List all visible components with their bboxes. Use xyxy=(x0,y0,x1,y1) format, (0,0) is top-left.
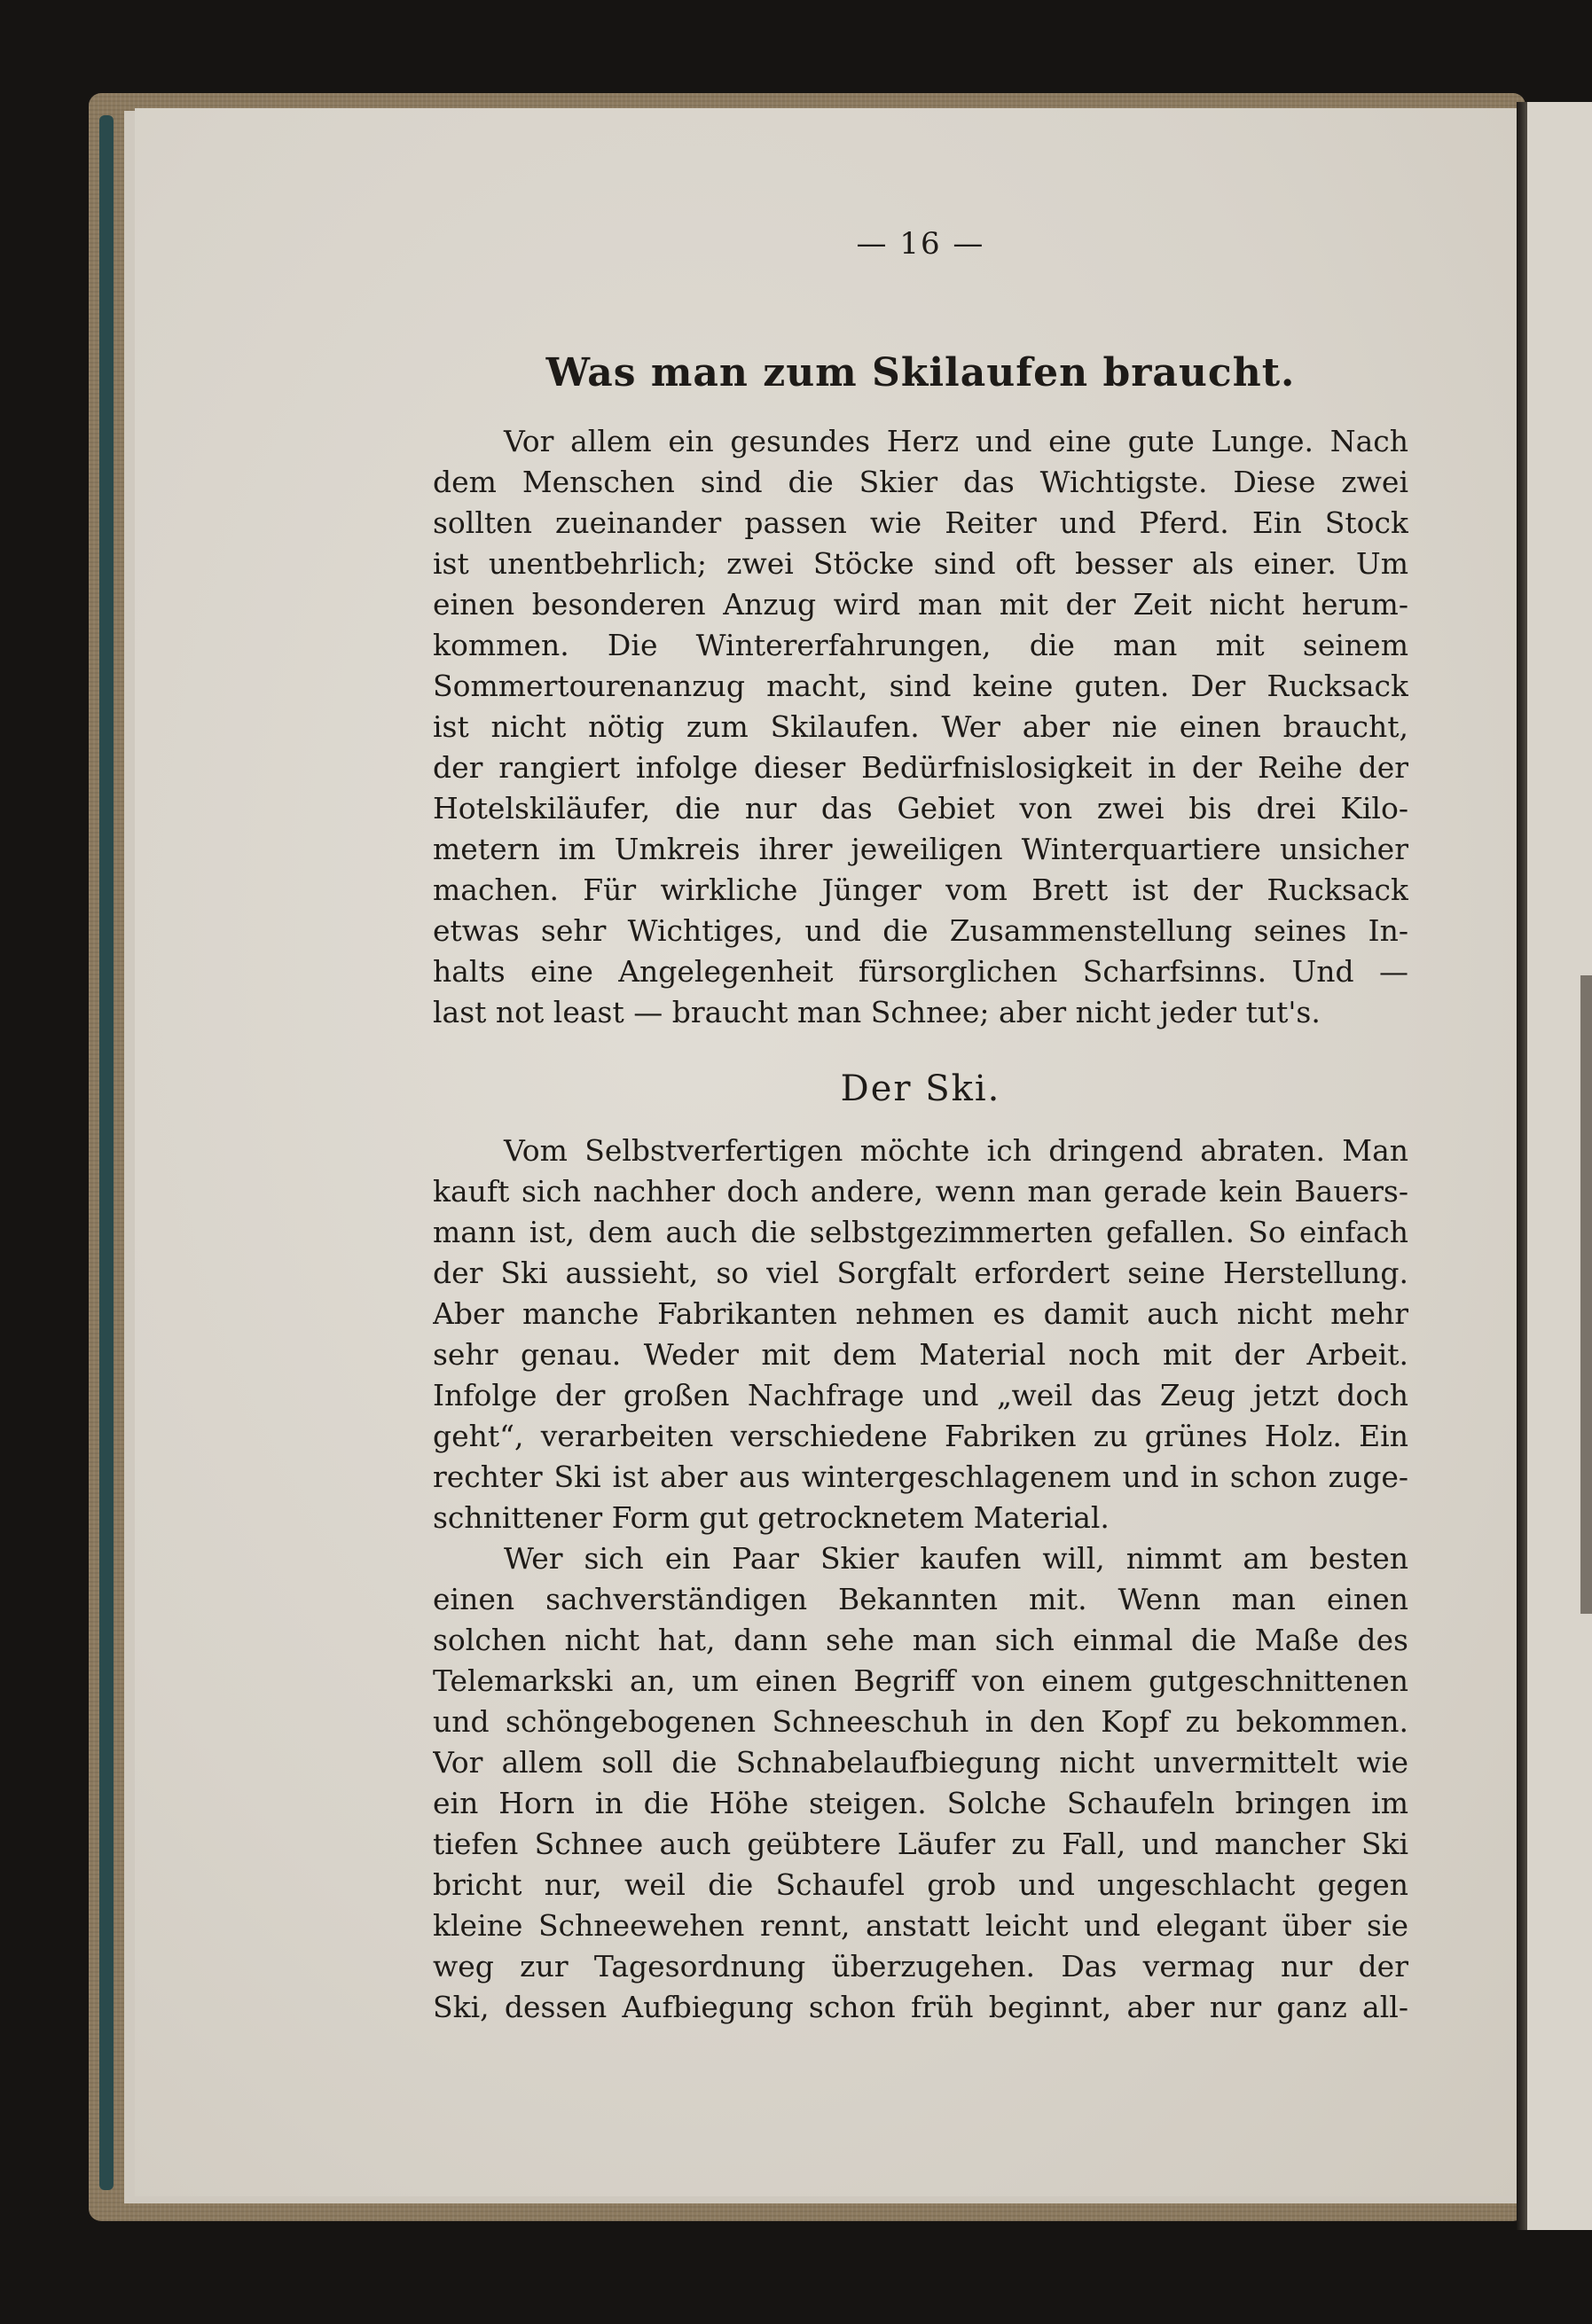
text-line: kommen. Die Wintererfahrungen, die man mit seinem xyxy=(433,628,1408,662)
page-number: — 16 — xyxy=(856,226,985,262)
text-line: Telemarkski an, um einen Begriff von einem gutgeschnittenen xyxy=(433,1663,1408,1698)
text-line: machen. Für wirkliche Jünger vom Brett ist der Rucksack xyxy=(433,872,1408,907)
text-line: Ski, dessen Aufbiegung schon früh beginnt, aber nur ganz all- xyxy=(433,1990,1408,2024)
text-line: last not least — braucht man Schnee; aber nicht jeder tut's. xyxy=(433,995,1321,1029)
section-title-1: Was man zum Skilaufen braucht. xyxy=(545,350,1296,395)
text-line: einen sachverständigen Bekannten mit. Wenn man einen xyxy=(433,1582,1408,1616)
text-line: solchen nicht hat, dann sehe man sich einmal die Maße des xyxy=(433,1623,1408,1657)
text-line: halts eine Angelegenheit fürsorglichen Scharfsinns. Und — xyxy=(433,954,1408,989)
text-line: kleine Schneewehen rennt, anstatt leicht und elegant über sie xyxy=(433,1908,1408,1943)
book-spine-edge xyxy=(99,115,114,2190)
text-line: ein Horn in die Höhe steigen. Solche Schaufeln bringen im xyxy=(433,1786,1408,1820)
text-line: mann ist, dem auch die selbstgezimmerten gefallen. So einfach xyxy=(433,1215,1408,1249)
text-line: Wer sich ein Paar Skier kaufen will, nimmt am besten xyxy=(504,1541,1408,1576)
text-line: kauft sich nachher doch andere, wenn man gerade kein Bauers- xyxy=(433,1174,1408,1209)
section-title-2: Der Ski. xyxy=(840,1068,1001,1109)
text-line: Aber manche Fabrikanten nehmen es damit auch nicht mehr xyxy=(433,1296,1408,1331)
text-line: geht“, verarbeiten verschiedene Fabriken zu grünes Holz. Ein xyxy=(433,1419,1408,1453)
text-line: Vom Selbstverfertigen möchte ich dringend abraten. Man xyxy=(504,1133,1408,1168)
text-line: einen besonderen Anzug wird man mit der Zeit nicht herum- xyxy=(433,587,1408,622)
text-line: Hotelskiläufer, die nur das Gebiet von zwei bis drei Kilo- xyxy=(433,791,1408,826)
text-line: dem Menschen sind die Skier das Wichtigste. Diese zwei xyxy=(433,465,1408,499)
text-line: ist nicht nötig zum Skilaufen. Wer aber nie einen braucht, xyxy=(433,709,1408,744)
text-line: und schöngebogenen Schneeschuh in den Kopf zu bekommen. xyxy=(433,1704,1408,1739)
text-line: sehr genau. Weder mit dem Material noch mit der Arbeit. xyxy=(433,1337,1408,1372)
text-line: Vor allem soll die Schnabelaufbiegung nicht unvermittelt wie xyxy=(433,1745,1408,1780)
text-line: rechter Ski ist aber aus wintergeschlagenem und in schon zuge- xyxy=(433,1459,1408,1494)
text-line: etwas sehr Wichtiges, und die Zusammenstellung seines In- xyxy=(433,913,1408,948)
text-line: Infolge der großen Nachfrage und „weil das Zeug jetzt doch xyxy=(433,1378,1408,1412)
text-line: bricht nur, weil die Schaufel grob und ungeschlacht gegen xyxy=(433,1867,1408,1902)
text-line: der Ski aussieht, so viel Sorgfalt erfordert seine Herstellung. xyxy=(433,1256,1408,1290)
text-line: schnittener Form gut getrocknetem Material. xyxy=(433,1500,1110,1535)
section-1-paragraph xyxy=(433,421,1408,1033)
text-line: Sommertourenanzug macht, sind keine guten. Der Rucksack xyxy=(433,669,1408,703)
text-line: weg zur Tagesordnung überzugehen. Das vermag nur der xyxy=(433,1949,1408,1984)
section-2-paragraphs xyxy=(433,1131,1408,2028)
facing-page-image-edge xyxy=(1580,975,1592,1614)
text-line: sollten zueinander passen wie Reiter und Pferd. Ein Stock xyxy=(433,505,1408,540)
text-line: metern im Umkreis ihrer jeweiligen Winterquartiere unsicher xyxy=(433,832,1408,866)
text-line: Vor allem ein gesundes Herz und eine gute Lunge. Nach xyxy=(504,424,1408,458)
text-line: tiefen Schnee auch geübtere Läufer zu Fall, und mancher Ski xyxy=(433,1827,1408,1861)
text-line: der rangiert infolge dieser Bedürfnislosigkeit in der Reihe der xyxy=(433,750,1408,785)
text-line: ist unentbehrlich; zwei Stöcke sind oft besser als einer. Um xyxy=(433,546,1408,581)
